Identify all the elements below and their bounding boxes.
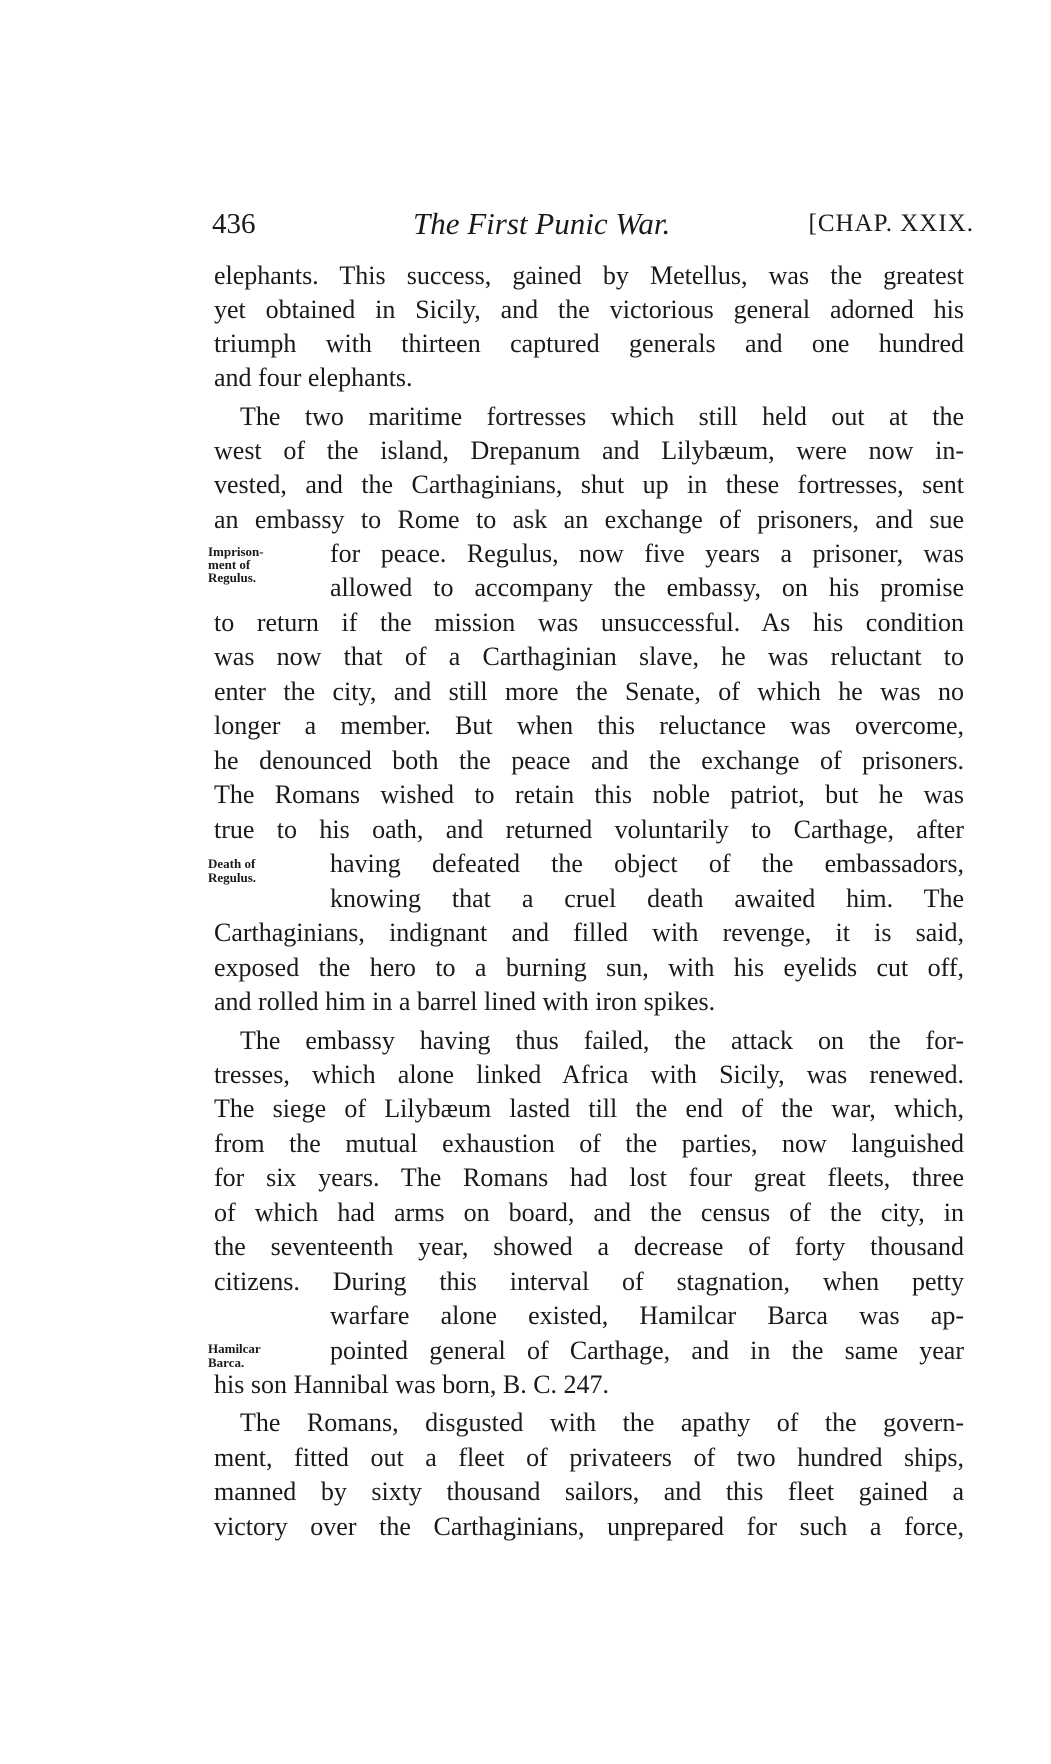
side-note-line: ment of bbox=[208, 557, 251, 572]
text-line: manned by sixty thousand sailors, and this fleet gained a bbox=[214, 1477, 964, 1506]
chapter-label: [CHAP. XXIX. bbox=[808, 210, 974, 237]
paragraph-first-line: The Romans, disgusted with the apathy of the govern- bbox=[240, 1408, 964, 1437]
side-note-line: Regulus. bbox=[208, 870, 257, 885]
text-line: pointed general of Carthage, and in the same year bbox=[330, 1336, 964, 1365]
text-line: knowing that a cruel death awaited him. The bbox=[330, 884, 964, 913]
side-note-imprisonment bbox=[208, 545, 320, 585]
text-line: The Romans wished to retain this noble patriot, but he was bbox=[214, 780, 964, 809]
text-line: to return if the mission was unsuccessful. As his condition bbox=[214, 608, 964, 637]
text-line: citizens. During this interval of stagnation, when petty bbox=[214, 1267, 964, 1296]
text-line: longer a member. But when this reluctance was overcome, bbox=[214, 711, 964, 740]
text-line: elephants. This success, gained by Metellus, was the greatest bbox=[214, 261, 964, 290]
side-note-line: Imprison- bbox=[208, 544, 264, 559]
side-note-death bbox=[208, 857, 320, 885]
text-line: The siege of Lilybæum lasted till the end of the war, which, bbox=[214, 1094, 964, 1123]
page-number: 436 bbox=[212, 208, 256, 240]
side-note-line: Hamilcar bbox=[208, 1341, 261, 1356]
text-line: an embassy to Rome to ask an exchange of prisoners, and sue bbox=[214, 505, 964, 534]
text-line: victory over the Carthaginians, unprepared for such a force, bbox=[214, 1512, 964, 1541]
text-line: triumph with thirteen captured generals and one hundred bbox=[214, 329, 964, 358]
side-note-hamilcar bbox=[208, 1342, 320, 1370]
text-line: having defeated the object of the embassadors, bbox=[330, 849, 964, 878]
text-line: and rolled him in a barrel lined with iron spikes. bbox=[214, 987, 716, 1016]
text-line: true to his oath, and returned voluntarily to Carthage, after bbox=[214, 815, 964, 844]
text-line: was now that of a Carthaginian slave, he was reluctant to bbox=[214, 642, 964, 671]
text-line: exposed the hero to a burning sun, with his eyelids cut off, bbox=[214, 953, 964, 982]
text-line: and four elephants. bbox=[214, 363, 413, 392]
running-title: The First Punic War. bbox=[413, 206, 671, 241]
text-line: tresses, which alone linked Africa with Sicily, was renewed. bbox=[214, 1060, 964, 1089]
text-line: from the mutual exhaustion of the parties, now languished bbox=[214, 1129, 964, 1158]
paragraph-first-line: The two maritime fortresses which still held out at the bbox=[240, 402, 964, 431]
side-note-line: Regulus. bbox=[208, 570, 257, 585]
text-line: for six years. The Romans had lost four great fleets, three bbox=[214, 1163, 964, 1192]
text-line: warfare alone existed, Hamilcar Barca was ap- bbox=[330, 1301, 964, 1330]
text-line: enter the city, and still more the Senate, of which he was no bbox=[214, 677, 964, 706]
side-note-line: Barca. bbox=[208, 1355, 245, 1370]
side-note-line: Death of bbox=[208, 856, 256, 871]
paragraph-first-line: The embassy having thus failed, the attack on the for- bbox=[240, 1026, 964, 1055]
text-line: for peace. Regulus, now five years a prisoner, was bbox=[330, 539, 964, 568]
text-line: ment, fitted out a fleet of privateers of two hundred ships, bbox=[214, 1443, 964, 1472]
text-line: of which had arms on board, and the census of the city, in bbox=[214, 1198, 964, 1227]
text-line: his son Hannibal was born, B. C. 247. bbox=[214, 1370, 610, 1399]
text-line: vested, and the Carthaginians, shut up in these fortresses, sent bbox=[214, 470, 964, 499]
text-line: the seventeenth year, showed a decrease of forty thousand bbox=[214, 1232, 964, 1261]
text-line: he denounced both the peace and the exchange of prisoners. bbox=[214, 746, 964, 775]
text-line: Carthaginians, indignant and filled with revenge, it is said, bbox=[214, 918, 964, 947]
text-line: allowed to accompany the embassy, on his promise bbox=[330, 573, 964, 602]
text-line: yet obtained in Sicily, and the victorious general adorned his bbox=[214, 295, 964, 324]
text-line: west of the island, Drepanum and Lilybæum, were now in- bbox=[214, 436, 964, 465]
running-header bbox=[212, 204, 974, 244]
